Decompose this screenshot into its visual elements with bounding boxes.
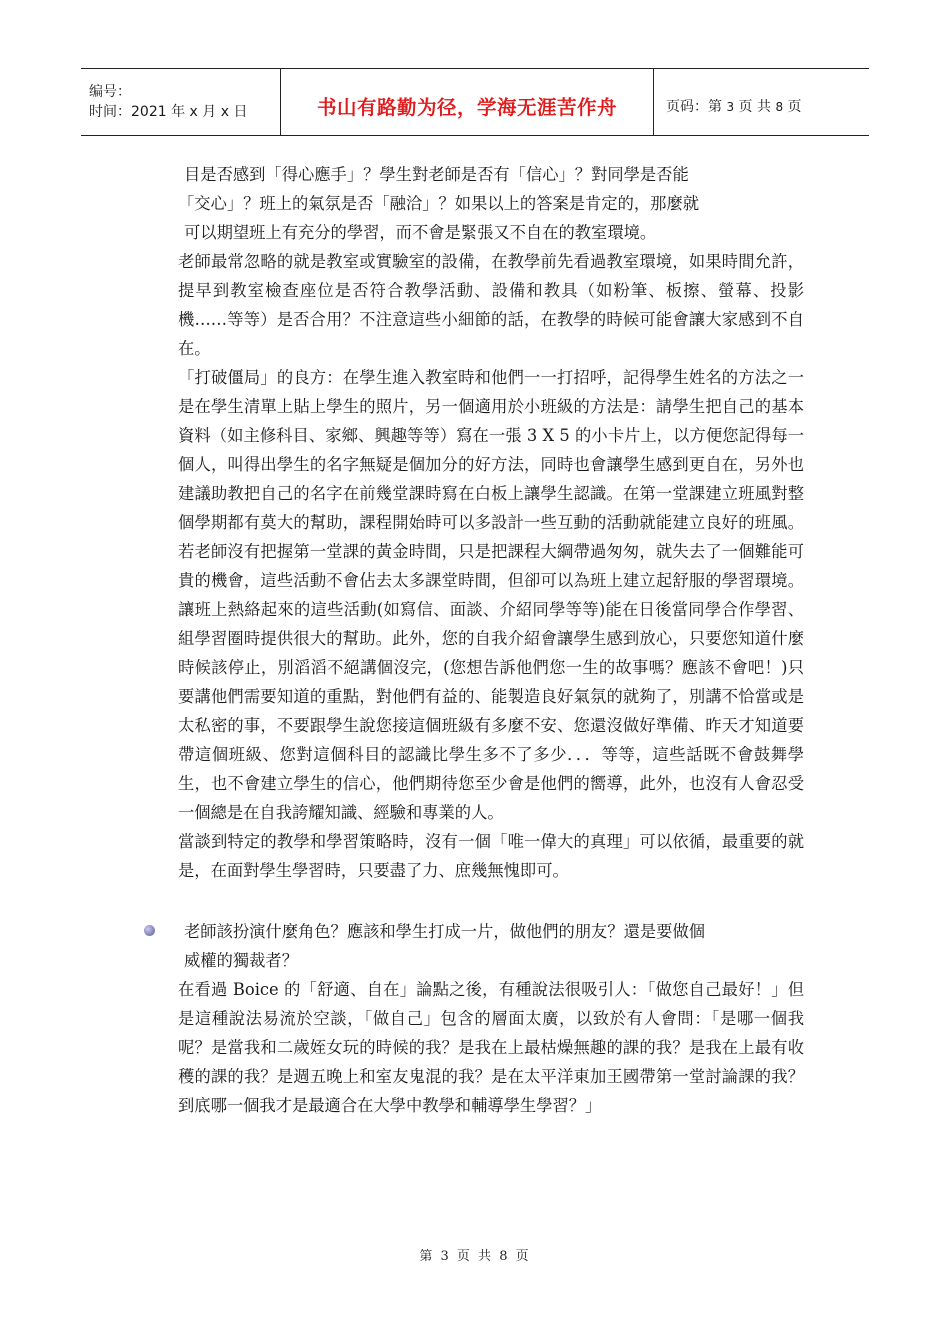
paragraph-line: 目是否感到「得心應手」？學生對老師是否有「信心」？對同學是否能 xyxy=(184,165,689,184)
bullet-dot-icon xyxy=(144,925,155,936)
paragraph-line: 「交心」？班上的氣氛是否「融洽」？如果以上的答案是肯定的，那麼就 xyxy=(178,194,700,213)
bullet-question xyxy=(178,917,804,975)
paragraph-line: 可以期望班上有充分的學習，而不會是緊張又不自在的教室環境。 xyxy=(184,223,657,242)
question-line: 威權的獨裁者？ xyxy=(184,951,298,970)
document-body xyxy=(178,160,804,1120)
document-header xyxy=(81,68,869,136)
header-meta-cell xyxy=(81,69,281,135)
paragraph-strategy: 當談到特定的教學和學習策略時，沒有一個「唯一偉大的真理」可以依循，最重要的就是，在面對學生學習時，只要盡了力、庶幾無愧即可。 xyxy=(178,832,804,880)
paragraph-classroom-equipment: 老師最常忽略的就是教室或實驗室的設備，在教學前先看過教室環境，如果時間允許，提早到教室檢查座位是否符合教學活動、設備和教具（如粉筆、板擦、螢幕、投影機……等等）是否合用？不注意這些小細節的話，在教學的時候可能會讓大家感到不自在。 xyxy=(178,252,804,358)
page-middle: 页 共 xyxy=(738,99,771,115)
page-current: 3 xyxy=(726,100,735,114)
paragraph-be-yourself: 在看過 Boice 的「舒適、自在」論點之後，有種說法很吸引人：「做您自己最好！」但是這種說法易流於空談，「做自己」包含的層面太廣，以致於有人會問：「是哪一個我呢？是當我和二歲姪女玩的時候的我？是我在上最枯燥無趣的課的我？是我在上最有收穫的課的我？是週五晚上和室友鬼混的我？是在太平洋東加王國帶第一堂討論課的我？到底哪一個我才是最適合在大學中教學和輔導學生學習？」 xyxy=(178,980,804,1115)
page-indicator xyxy=(666,96,869,116)
page-suffix: 页 xyxy=(787,99,802,115)
section-gap xyxy=(178,885,804,917)
page-footer: 第 3 页 共 8 页 xyxy=(419,1249,531,1264)
header-page-cell xyxy=(654,69,869,135)
header-motto-cell xyxy=(281,69,654,135)
question-line: 老師該扮演什麼角色？應該和學生打成一片，做他們的朋友？還是要做個 xyxy=(184,922,706,941)
page-prefix: 页码：第 xyxy=(666,99,722,115)
date-label: 时间：2021 年 x 月 x 日 xyxy=(89,104,248,120)
motto-text: 书山有路勤为径，学海无涯苦作舟 xyxy=(316,96,617,119)
serial-number-label: 编号： xyxy=(89,84,131,100)
paragraph-break-the-ice: 「打破僵局」的良方：在學生進入教室時和他們一一打招呼，記得學生姓名的方法之一是在學生清單上貼上學生的照片，另一個適用於小班級的方法是：請學生把自己的基本資料（如主修科目、家鄉、興趣等等）寫在一張 3 X 5 的小卡片上，以方便您記得每一個人，叫得出學生的名字無疑是個加分的好方法，同時也會讓學生感到更自在，另外也建議助教把自己的名字在前幾堂課時寫在白板上讓學生認識。在第一堂課建立班風對整個學期都有莫大的幫助，課程開始時可以多設計一些互動的活動就能建立良好的班風。若老師沒有把握第一堂課的黃金時間，只是把課程大綱帶過匆匆，就失去了一個難能可貴的機會，這些活動不會佔去太多課堂時間，但卻可以為班上建立起舒服的學習環境。讓班上熱絡起來的這些活動(如寫信、面談、介紹同學等等)能在日後當同學合作學習、組學習圈時提供很大的幫助。此外，您的自我介紹會讓學生感到放心，只要您知道什麼時候該停止，別滔滔不絕講個沒完，(您想告訴他們您一生的故事嗎？應該不會吧！)只要講他們需要知道的重點，對他們有益的、能製造良好氣氛的就夠了，別講不恰當或是太私密的事，不要跟學生說您接這個班級有多麼不安、您還沒做好準備、昨天才知道要帶這個班級、您對這個科目的認識比學生多不了多少．．．等等，這些話既不會鼓舞學生，也不會建立學生的信心，他們期待您至少會是他們的嚮導，此外，也沒有人會忍受一個總是在自我誇耀知識、經驗和專業的人。 xyxy=(178,368,804,822)
page-total: 8 xyxy=(775,100,784,114)
